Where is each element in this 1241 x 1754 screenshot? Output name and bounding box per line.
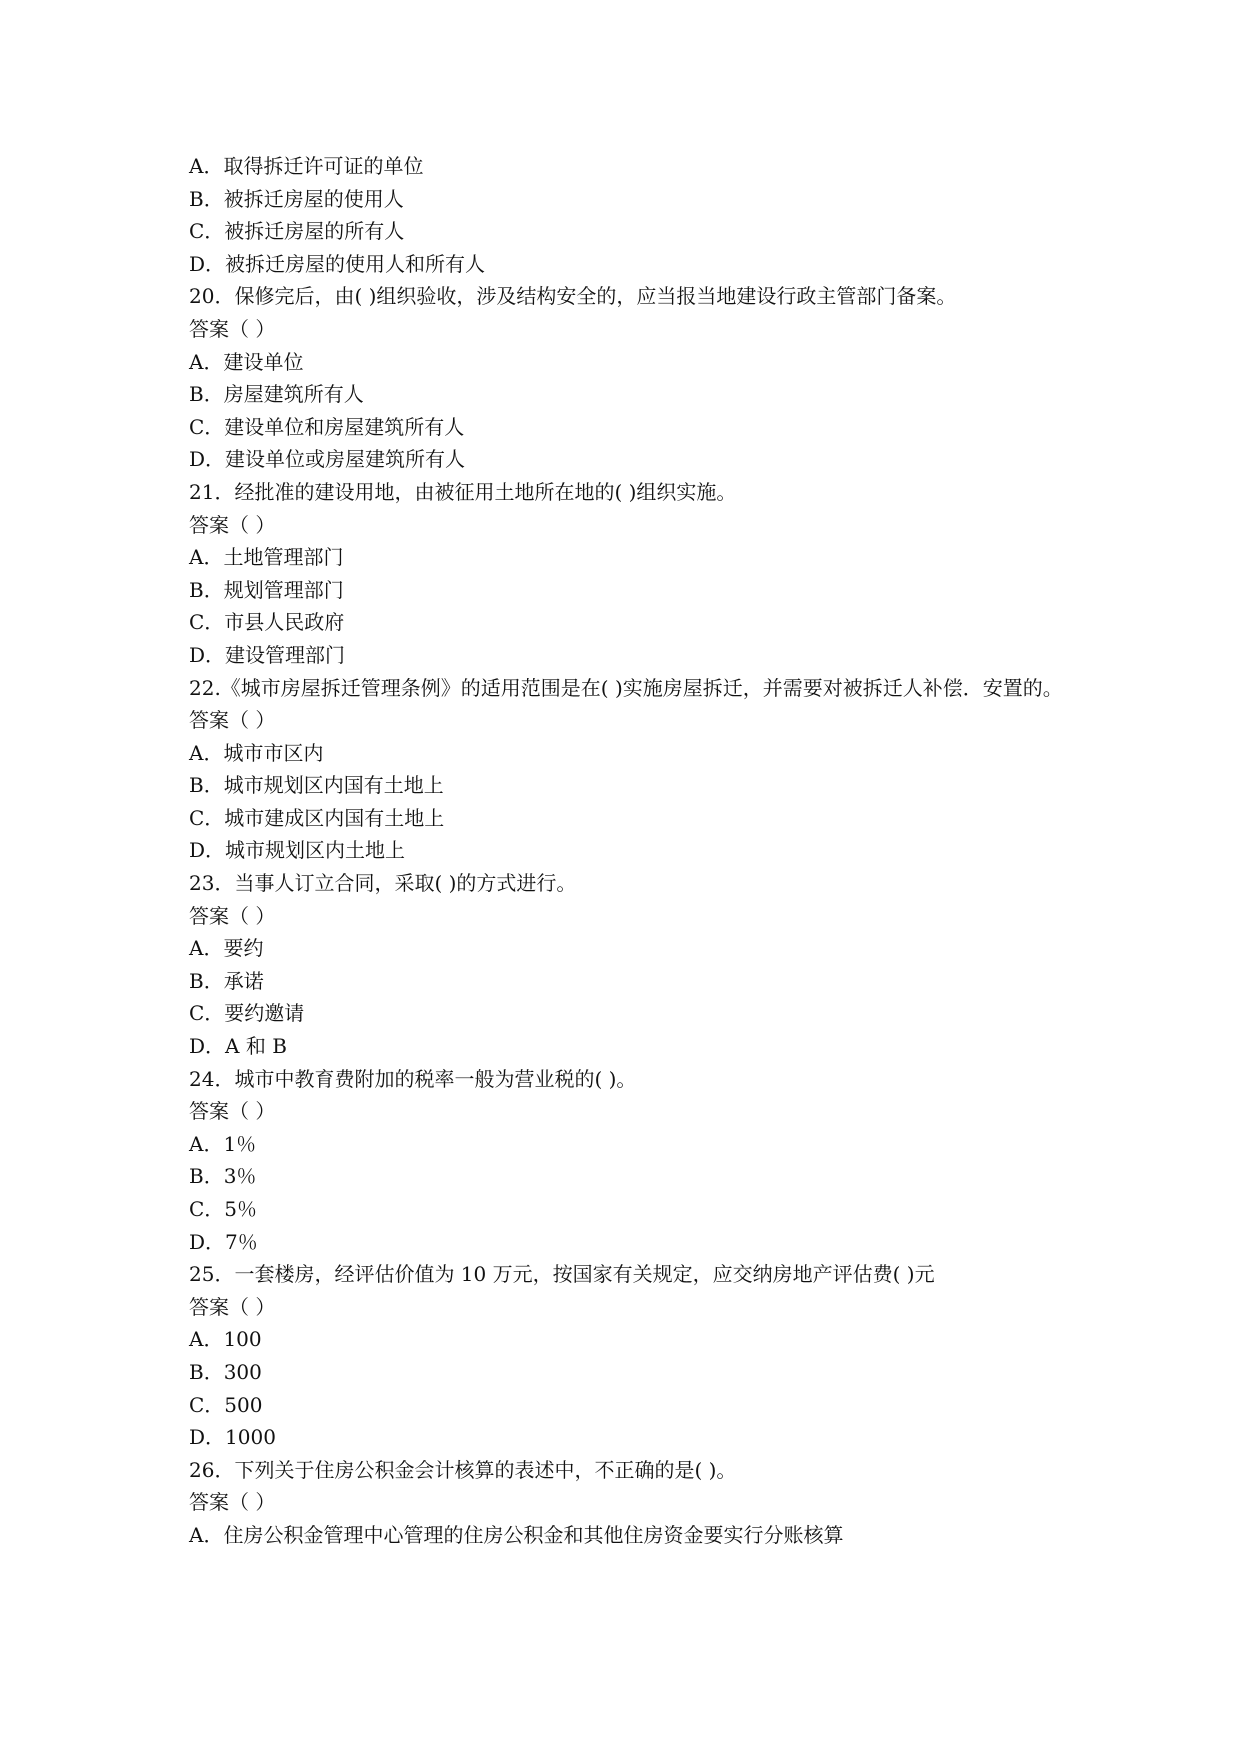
- question-22: 22.《城市房屋拆迁管理条例》的适用范围是在( )实施房屋拆迁，并需要对被拆迁人补偿．安置的。: [189, 675, 1063, 700]
- answer-blank: 答案（ ）: [189, 1490, 276, 1515]
- option-d: D．城市规划区内土地上: [189, 838, 406, 863]
- question-24: 24．城市中教育费附加的税率一般为营业税的( )。: [189, 1066, 637, 1091]
- answer-blank: 答案（ ）: [189, 512, 276, 537]
- option-b: B．规划管理部门: [189, 577, 344, 602]
- option-a: A．建设单位: [189, 349, 304, 374]
- option-a: A．100: [189, 1327, 262, 1352]
- option-c: C．要约邀请: [189, 1001, 305, 1026]
- option-d: D．A 和 B: [189, 1034, 287, 1059]
- option-c: C．500: [189, 1392, 263, 1417]
- option-a: A．要约: [189, 936, 264, 961]
- question-23: 23．当事人订立合同，采取( )的方式进行。: [189, 871, 577, 896]
- option-d: D．1000: [189, 1425, 276, 1450]
- option-b: B．3％: [189, 1164, 257, 1189]
- answer-blank: 答案（ ）: [189, 903, 276, 928]
- option-b: B．房屋建筑所有人: [189, 382, 364, 407]
- option-d: D．建设管理部门: [189, 642, 346, 667]
- option-c: C．市县人民政府: [189, 610, 345, 635]
- option-b: B．300: [189, 1359, 262, 1384]
- option-c: C．城市建成区内国有土地上: [189, 805, 445, 830]
- option-d: D．7％: [189, 1229, 258, 1254]
- option-c: C．被拆迁房屋的所有人: [189, 219, 405, 244]
- answer-blank: 答案（ ）: [189, 708, 276, 733]
- option-a: A．城市市区内: [189, 740, 324, 765]
- question-26: 26．下列关于住房公积金会计核算的表述中，不正确的是( )。: [189, 1457, 737, 1482]
- option-a: A．土地管理部门: [189, 545, 344, 570]
- option-c: C．建设单位和房屋建筑所有人: [189, 414, 465, 439]
- option-b: B．被拆迁房屋的使用人: [189, 186, 404, 211]
- exam-content: [189, 150, 1069, 1552]
- option-a: A．取得拆迁许可证的单位: [189, 154, 424, 178]
- option-a: A．1％: [189, 1131, 257, 1156]
- option-b: B．城市规划区内国有土地上: [189, 773, 444, 798]
- answer-blank: 答案（ ）: [189, 316, 276, 341]
- answer-blank: 答案（ ）: [189, 1294, 276, 1319]
- question-21: 21．经批准的建设用地，由被征用土地所在地的( )组织实施。: [189, 479, 737, 504]
- option-a: A．住房公积金管理中心管理的住房公积金和其他住房资金要实行分账核算: [189, 1522, 844, 1547]
- option-d: D．被拆迁房屋的使用人和所有人: [189, 251, 486, 276]
- option-d: D．建设单位或房屋建筑所有人: [189, 447, 466, 472]
- question-20: 20．保修完后，由( )组织验收，涉及结构安全的，应当报当地建设行政主管部门备案。: [189, 284, 957, 309]
- option-b: B．承诺: [189, 968, 264, 993]
- question-25: 25．一套楼房，经评估价值为 10 万元，按国家有关规定，应交纳房地产评估费( )元: [189, 1262, 935, 1287]
- answer-blank: 答案（ ）: [189, 1099, 276, 1124]
- option-c: C．5％: [189, 1197, 258, 1221]
